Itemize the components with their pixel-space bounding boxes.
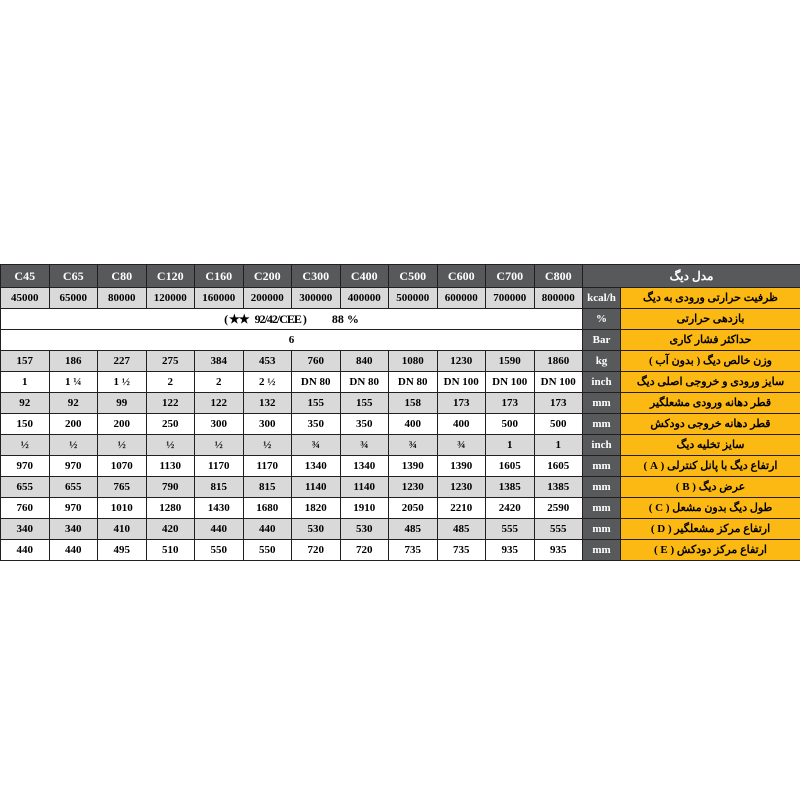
table-row [1, 540, 800, 561]
cell-c500: 400 [389, 414, 438, 435]
cell-c600: DN 100 [437, 372, 486, 393]
cell-c300: 1340 [292, 456, 341, 477]
cell-c80: 1070 [98, 456, 147, 477]
header-model-c80: C80 [98, 265, 147, 288]
table-row [1, 393, 800, 414]
cell-c700: 500 [486, 414, 535, 435]
table-row [1, 435, 800, 456]
specification-table [0, 264, 800, 561]
cell-c160: 122 [195, 393, 244, 414]
cell-c45: 760 [1, 498, 50, 519]
cell-c500: 500000 [389, 288, 438, 309]
cell-c200: 1680 [243, 498, 292, 519]
cell-c65: 970 [49, 456, 98, 477]
cell-c200: 1170 [243, 456, 292, 477]
row-unit: mm [583, 414, 621, 435]
table-row [1, 519, 800, 540]
cell-c400: 840 [340, 351, 389, 372]
cell-c45: 340 [1, 519, 50, 540]
cell-c65: ½ [49, 435, 98, 456]
cell-c45: 45000 [1, 288, 50, 309]
cell-c500: 158 [389, 393, 438, 414]
row-span-value: 6 [1, 330, 583, 351]
table-row [1, 456, 800, 477]
cell-c80: 99 [98, 393, 147, 414]
cell-c700: 700000 [486, 288, 535, 309]
cell-c120: 510 [146, 540, 195, 561]
cell-c120: 420 [146, 519, 195, 540]
cell-c80: 227 [98, 351, 147, 372]
table-row [1, 309, 800, 330]
table-row [1, 372, 800, 393]
cell-c160: 384 [195, 351, 244, 372]
cell-c800: 1 [534, 435, 583, 456]
cell-c200: 815 [243, 477, 292, 498]
table-row [1, 477, 800, 498]
cell-c300: 300000 [292, 288, 341, 309]
row-unit: kg [583, 351, 621, 372]
cell-c160: 160000 [195, 288, 244, 309]
cell-c800: 935 [534, 540, 583, 561]
cell-c65: 340 [49, 519, 98, 540]
cell-c45: 1 [1, 372, 50, 393]
header-model-c700: C700 [486, 265, 535, 288]
cell-c80: 80000 [98, 288, 147, 309]
cell-c160: 440 [195, 519, 244, 540]
cell-c800: 555 [534, 519, 583, 540]
table-row [1, 330, 800, 351]
cell-c700: 1605 [486, 456, 535, 477]
cell-c120: ½ [146, 435, 195, 456]
cell-c300: 155 [292, 393, 341, 414]
header-model-label: مدل دیگ [583, 265, 800, 288]
row-unit: mm [583, 393, 621, 414]
cell-c200: ½ [243, 435, 292, 456]
table-row [1, 288, 800, 309]
row-unit: mm [583, 456, 621, 477]
row-label: بازدهی حرارتی [621, 309, 800, 330]
cell-c120: 120000 [146, 288, 195, 309]
cell-c500: 1080 [389, 351, 438, 372]
header-model-c600: C600 [437, 265, 486, 288]
efficiency-stars: ( ★★ 92/42/CEE ) [224, 312, 306, 326]
cell-c120: 1130 [146, 456, 195, 477]
cell-c600: 600000 [437, 288, 486, 309]
cell-c600: 1390 [437, 456, 486, 477]
cell-c300: 760 [292, 351, 341, 372]
cell-c200: 132 [243, 393, 292, 414]
cell-c80: 200 [98, 414, 147, 435]
cell-c700: 1 [486, 435, 535, 456]
header-model-c160: C160 [195, 265, 244, 288]
cell-c200: 200000 [243, 288, 292, 309]
cell-c800: 1385 [534, 477, 583, 498]
cell-c300: 1820 [292, 498, 341, 519]
cell-c700: 173 [486, 393, 535, 414]
row-label: ارتفاع مرکز دودکش ( E ) [621, 540, 800, 561]
row-label: قطر دهانه ورودی مشعلگیر [621, 393, 800, 414]
cell-c700: 1590 [486, 351, 535, 372]
cell-c120: 250 [146, 414, 195, 435]
cell-c80: 1010 [98, 498, 147, 519]
cell-c120: 122 [146, 393, 195, 414]
row-unit: inch [583, 372, 621, 393]
cell-c160: 1170 [195, 456, 244, 477]
row-label: عرض دیگ ( B ) [621, 477, 800, 498]
cell-c65: 200 [49, 414, 98, 435]
row-label: سایز ورودی و خروجی اصلی دیگ [621, 372, 800, 393]
cell-c65: 970 [49, 498, 98, 519]
cell-c160: 815 [195, 477, 244, 498]
cell-c500: 2050 [389, 498, 438, 519]
cell-c400: 1140 [340, 477, 389, 498]
cell-c80: 495 [98, 540, 147, 561]
cell-c45: 157 [1, 351, 50, 372]
cell-c300: DN 80 [292, 372, 341, 393]
header-model-c800: C800 [534, 265, 583, 288]
cell-c800: 1605 [534, 456, 583, 477]
table-header-row [1, 265, 800, 288]
row-label: ظرفیت حرارتی ورودی به دیگ [621, 288, 800, 309]
cell-c120: 1280 [146, 498, 195, 519]
row-unit: mm [583, 540, 621, 561]
row-label: قطر دهانه خروجی دودکش [621, 414, 800, 435]
cell-c120: 275 [146, 351, 195, 372]
table-row [1, 414, 800, 435]
table-body [1, 265, 800, 561]
header-model-c200: C200 [243, 265, 292, 288]
row-label: طول دیگ بدون مشعل ( C ) [621, 498, 800, 519]
header-model-c45: C45 [1, 265, 50, 288]
cell-c80: 410 [98, 519, 147, 540]
cell-c300: 530 [292, 519, 341, 540]
cell-c200: 440 [243, 519, 292, 540]
table-row [1, 498, 800, 519]
row-unit: mm [583, 519, 621, 540]
cell-c300: 1140 [292, 477, 341, 498]
cell-c600: 2210 [437, 498, 486, 519]
cell-c500: ¾ [389, 435, 438, 456]
cell-c800: 2590 [534, 498, 583, 519]
header-model-c65: C65 [49, 265, 98, 288]
cell-c500: 485 [389, 519, 438, 540]
cell-c400: ¾ [340, 435, 389, 456]
row-unit: % [583, 309, 621, 330]
cell-c500: 1230 [389, 477, 438, 498]
header-model-c500: C500 [389, 265, 438, 288]
cell-c80: ½ [98, 435, 147, 456]
cell-c600: 1230 [437, 351, 486, 372]
cell-c45: 655 [1, 477, 50, 498]
cell-c800: DN 100 [534, 372, 583, 393]
cell-c45: ½ [1, 435, 50, 456]
cell-c45: 970 [1, 456, 50, 477]
cell-c400: 1910 [340, 498, 389, 519]
cell-c65: 655 [49, 477, 98, 498]
cell-c300: 720 [292, 540, 341, 561]
cell-c400: 530 [340, 519, 389, 540]
efficiency-percent: 88 % [331, 312, 359, 326]
cell-c600: 1230 [437, 477, 486, 498]
cell-c200: 300 [243, 414, 292, 435]
cell-c120: 2 [146, 372, 195, 393]
cell-c600: 485 [437, 519, 486, 540]
cell-c300: ¾ [292, 435, 341, 456]
cell-c160: 300 [195, 414, 244, 435]
cell-c400: 1340 [340, 456, 389, 477]
cell-c80: 1 ½ [98, 372, 147, 393]
cell-c160: 2 [195, 372, 244, 393]
cell-c160: ½ [195, 435, 244, 456]
row-label: ارتفاع دیگ با پانل کنترلی ( A ) [621, 456, 800, 477]
cell-c200: 550 [243, 540, 292, 561]
specification-table-wrapper [0, 264, 800, 561]
cell-c700: 555 [486, 519, 535, 540]
table-row [1, 351, 800, 372]
header-model-c400: C400 [340, 265, 389, 288]
cell-c700: 2420 [486, 498, 535, 519]
cell-c300: 350 [292, 414, 341, 435]
cell-c45: 440 [1, 540, 50, 561]
cell-c200: 2 ½ [243, 372, 292, 393]
cell-c65: 1 ¼ [49, 372, 98, 393]
row-unit: mm [583, 498, 621, 519]
row-efficiency-value [1, 309, 583, 330]
cell-c160: 1430 [195, 498, 244, 519]
cell-c400: 350 [340, 414, 389, 435]
cell-c700: 1385 [486, 477, 535, 498]
cell-c800: 500 [534, 414, 583, 435]
cell-c500: DN 80 [389, 372, 438, 393]
cell-c160: 550 [195, 540, 244, 561]
cell-c80: 765 [98, 477, 147, 498]
cell-c45: 92 [1, 393, 50, 414]
cell-c800: 1860 [534, 351, 583, 372]
cell-c600: 400 [437, 414, 486, 435]
cell-c65: 186 [49, 351, 98, 372]
cell-c400: 400000 [340, 288, 389, 309]
cell-c600: 735 [437, 540, 486, 561]
header-model-c120: C120 [146, 265, 195, 288]
cell-c65: 65000 [49, 288, 98, 309]
cell-c500: 735 [389, 540, 438, 561]
cell-c65: 92 [49, 393, 98, 414]
cell-c700: 935 [486, 540, 535, 561]
header-model-c300: C300 [292, 265, 341, 288]
cell-c600: 173 [437, 393, 486, 414]
cell-c600: ¾ [437, 435, 486, 456]
cell-c65: 440 [49, 540, 98, 561]
row-label: ارتفاع مرکز مشعلگیر ( D ) [621, 519, 800, 540]
row-unit: kcal/h [583, 288, 621, 309]
row-unit: mm [583, 477, 621, 498]
row-label: سایز تخلیه دیگ [621, 435, 800, 456]
cell-c500: 1390 [389, 456, 438, 477]
cell-c120: 790 [146, 477, 195, 498]
row-label: وزن خالص دیگ ( بدون آب ) [621, 351, 800, 372]
row-label: حداکثر فشار کاری [621, 330, 800, 351]
cell-c700: DN 100 [486, 372, 535, 393]
cell-c400: 155 [340, 393, 389, 414]
cell-c400: DN 80 [340, 372, 389, 393]
row-unit: inch [583, 435, 621, 456]
row-unit: Bar [583, 330, 621, 351]
cell-c45: 150 [1, 414, 50, 435]
cell-c800: 173 [534, 393, 583, 414]
cell-c200: 453 [243, 351, 292, 372]
cell-c800: 800000 [534, 288, 583, 309]
cell-c400: 720 [340, 540, 389, 561]
